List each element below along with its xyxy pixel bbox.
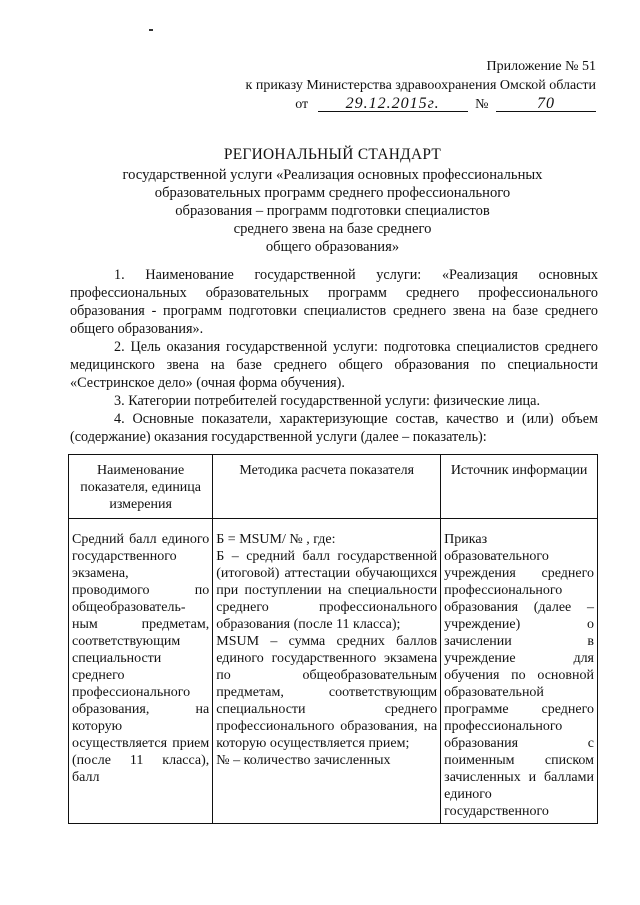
cell-indicator-name: Средний балл единого государственного экзамена, проводимого по общеобразователь-ным предметам, соответствующим специальности среднего профессионального образования, на которую осуществляется прием (после 11 класса), балл bbox=[69, 519, 213, 824]
paragraph-2: 2. Цель оказания государственной услуги: подготовка специалистов среднего медицинского звена на базе среднего общего образования по специальности «Сестринское дело» (очная форма обучения). bbox=[70, 339, 598, 391]
title-line-3: образования – программ подготовки специалистов bbox=[175, 203, 490, 219]
title-line-2: образовательных программ среднего профессионального bbox=[154, 185, 511, 201]
table-row bbox=[69, 519, 598, 824]
definition-msum: MSUM – сумма средних баллов единого государственного экзамена по общеобразовательным предметам, соответствующим специальности среднего профессионального образования, на которую осуществляется прием; bbox=[216, 634, 438, 751]
scan-mark bbox=[149, 29, 153, 31]
order-date-line bbox=[176, 95, 596, 114]
cell-information-source: Приказ образовательного учреждения среднего профессионального образования (далее – учреждение) о зачислении в учреждение для обучения по основной образовательной программе среднего профессионального образования с поименным списком зачисленных и баллами единого государственного bbox=[441, 519, 598, 824]
cell-calculation-method bbox=[213, 519, 441, 824]
title-main: РЕГИОНАЛЬНЫЙ СТАНДАРТ bbox=[223, 146, 442, 163]
title-line-5: общего образования» bbox=[265, 239, 400, 255]
from-label: от bbox=[295, 97, 309, 112]
appendix-number: Приложение № 51 bbox=[486, 59, 596, 74]
title-line-1: государственной услуги «Реализация основных профессиональных bbox=[122, 167, 543, 183]
document-body bbox=[70, 266, 598, 446]
order-number: 70 bbox=[496, 96, 596, 112]
header-indicator-name: Наименование показателя, единица измерения bbox=[69, 455, 213, 519]
paragraph-4: 4. Основные показатели, характеризующие состав, качество и (или) объем (содержание) оказания государственной услуги (далее – показатель): bbox=[70, 411, 598, 445]
paragraph-3: 3. Категории потребителей государственной услуги: физические лица. bbox=[114, 393, 540, 409]
document-title bbox=[70, 146, 595, 256]
formula: Б = MSUM/ № , где: bbox=[216, 532, 336, 547]
order-reference: к приказу Министерства здравоохранения Омской области bbox=[245, 78, 596, 93]
table-header-row bbox=[69, 455, 598, 519]
definition-b: Б – средний балл государственной (итоговой) аттестации обучающихся при поступлении на специальности среднего профессионального образования (после 11 класса); bbox=[216, 549, 438, 632]
paragraph-1: 1. Наименование государственной услуги: «Реализация основных профессиональных образовательных программ среднего профессионального образования - программ подготовки специалистов среднего звена на базе среднего общего образования». bbox=[70, 267, 598, 337]
header-calculation-method: Методика расчета показателя bbox=[213, 455, 441, 519]
indicators-table bbox=[68, 454, 598, 824]
order-date: 29.12.2015г. bbox=[318, 96, 468, 112]
appendix-header bbox=[176, 57, 596, 114]
header-information-source: Источник информации bbox=[441, 455, 598, 519]
number-label: № bbox=[475, 97, 489, 112]
title-line-4: среднего звена на базе среднего bbox=[233, 221, 432, 237]
definition-n: № – количество зачисленных bbox=[216, 753, 391, 768]
